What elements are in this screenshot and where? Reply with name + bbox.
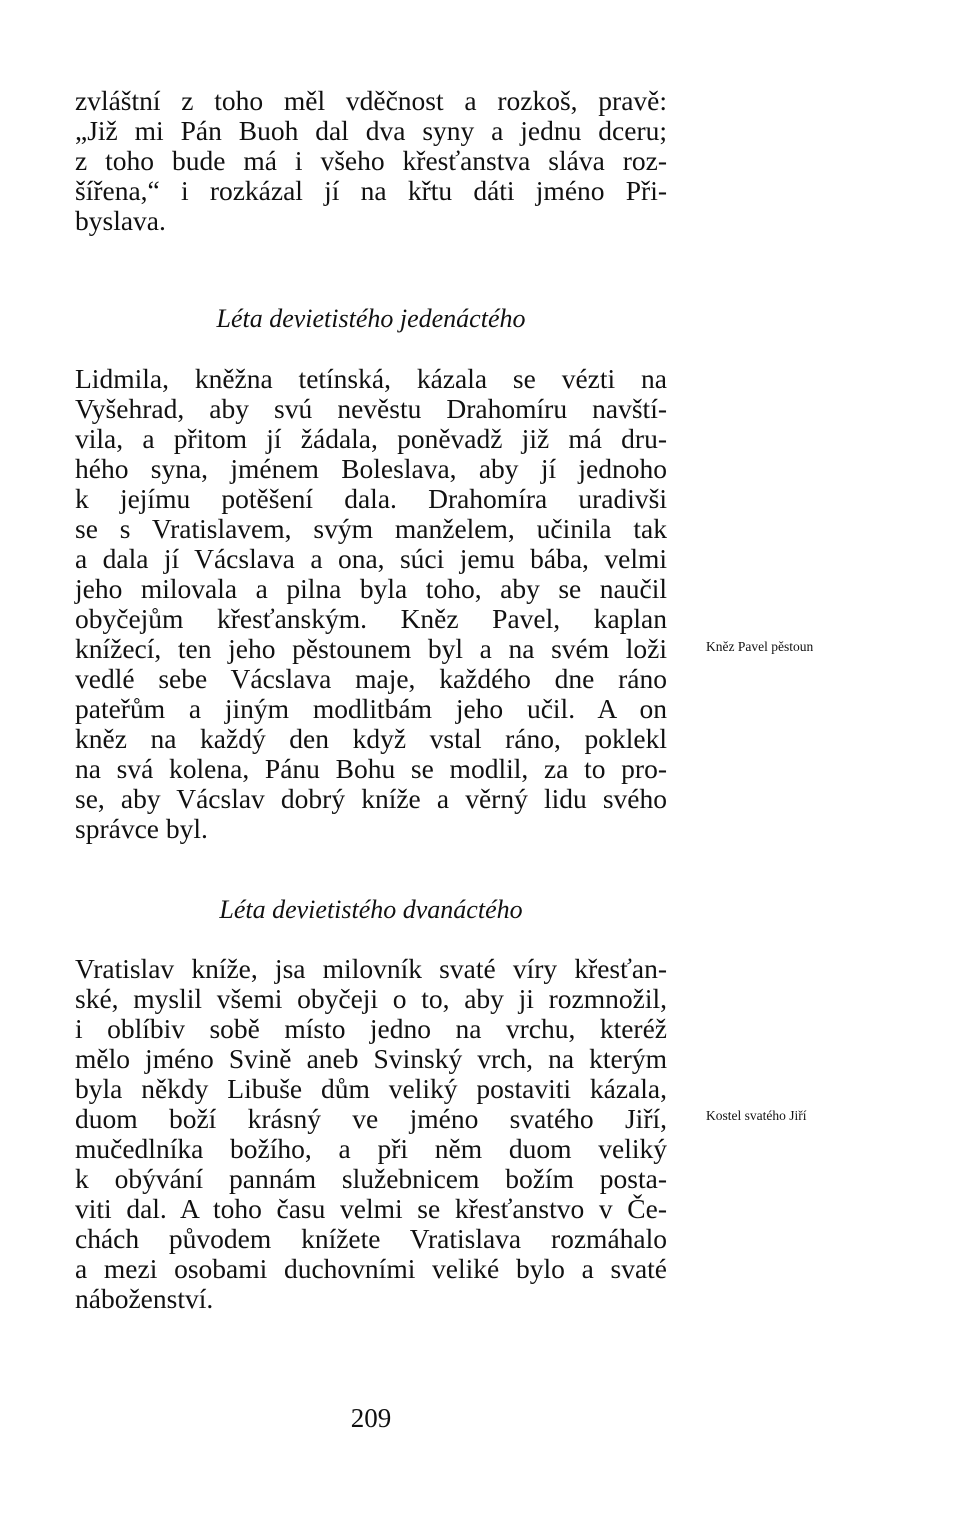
section-heading-1: Léta devietistého jedenáctého [216, 304, 526, 333]
text-line: jeho milovala a pilna byla toho, aby se naučil [75, 573, 667, 604]
text-line: k jejímu potěšení dala. Drahomíra uradivši [75, 483, 667, 514]
paragraph-2 [75, 364, 667, 844]
text-line: Lidmila, kněžna tetínská, kázala se vézti na [75, 363, 667, 394]
text-line: vedlé sebe Vácslava maje, každého dne ráno [75, 663, 667, 694]
text-line: náboženství. [75, 1283, 214, 1314]
text-line: zvláštní z toho měl vděčnost a rozkoš, pravě: [75, 85, 667, 116]
text-line: kněz na každý den když vstal ráno, poklekl [75, 723, 667, 754]
text-line: hého syna, jménem Boleslava, aby jí jednoho [75, 453, 667, 484]
text-line: duom boží krásný ve jméno svatého Jiří, [75, 1103, 667, 1134]
paragraph-1 [75, 86, 667, 236]
text-line: a mezi osobami duchovními veliké bylo a svaté [75, 1253, 667, 1284]
text-line: i oblíbiv sobě místo jedno na vrchu, kteréž [75, 1013, 667, 1044]
text-line: Vratislav kníže, jsa milovník svaté víry křesťan- [75, 953, 667, 984]
page-number: 209 [350, 1403, 392, 1433]
text-line: správce byl. [75, 813, 208, 844]
text-line: knížecí, ten jeho pěstounem byl a na svém loži [75, 633, 667, 664]
text-line: ské, myslil všemi obyčeji o to, aby ji rozmnožil, [75, 983, 667, 1014]
paragraph-3 [75, 954, 667, 1314]
text-line: byla někdy Libuše dům veliký postaviti kázala, [75, 1073, 667, 1104]
marginal-note-2: Kostel svatého Jiří [706, 1108, 807, 1123]
text-line: vila, a přitom jí žádala, poněvadž již má dru- [75, 423, 667, 454]
text-line: k obývání pannám služebnicem božím posta- [75, 1163, 667, 1194]
section-heading-2: Léta devietistého dvanáctého [219, 895, 523, 924]
marginal-note-1: Kněz Pavel pěstoun [706, 639, 814, 654]
text-line: mělo jméno Svině aneb Svinský vrch, na kterým [75, 1043, 667, 1074]
text-line: se, aby Vácslav dobrý kníže a věrný lidu svého [75, 783, 667, 814]
text-line: Vyšehrad, aby svú nevěstu Drahomíru navští- [75, 393, 667, 424]
text-line: se s Vratislavem, svým manželem, učinila tak [75, 513, 667, 544]
text-line: chách původem knížete Vratislava rozmáhalo [75, 1223, 667, 1254]
text-line: pateřům a jiným modlitbám jeho učil. A on [75, 693, 667, 724]
text-line: šířena,“ i rozkázal jí na křtu dáti jméno Při- [75, 175, 667, 206]
text-line: z toho bude má i všeho křesťanstva sláva roz- [75, 145, 667, 176]
text-line: viti dal. A toho času velmi se křesťanstvo v Če- [75, 1193, 667, 1224]
text-line: obyčejům křesťanským. Kněz Pavel, kaplan [75, 603, 667, 634]
text-line: „Již mi Pán Buoh dal dva syny a jednu dceru; [75, 115, 667, 146]
text-line: na svá kolena, Pánu Bohu se modlil, za to pro- [75, 753, 667, 784]
text-line: mučedlníka božího, a při něm duom veliký [75, 1133, 667, 1164]
text-line: byslava. [75, 205, 166, 236]
text-line: a dala jí Vácslava a ona, súci jemu bába, velmi [75, 543, 667, 574]
